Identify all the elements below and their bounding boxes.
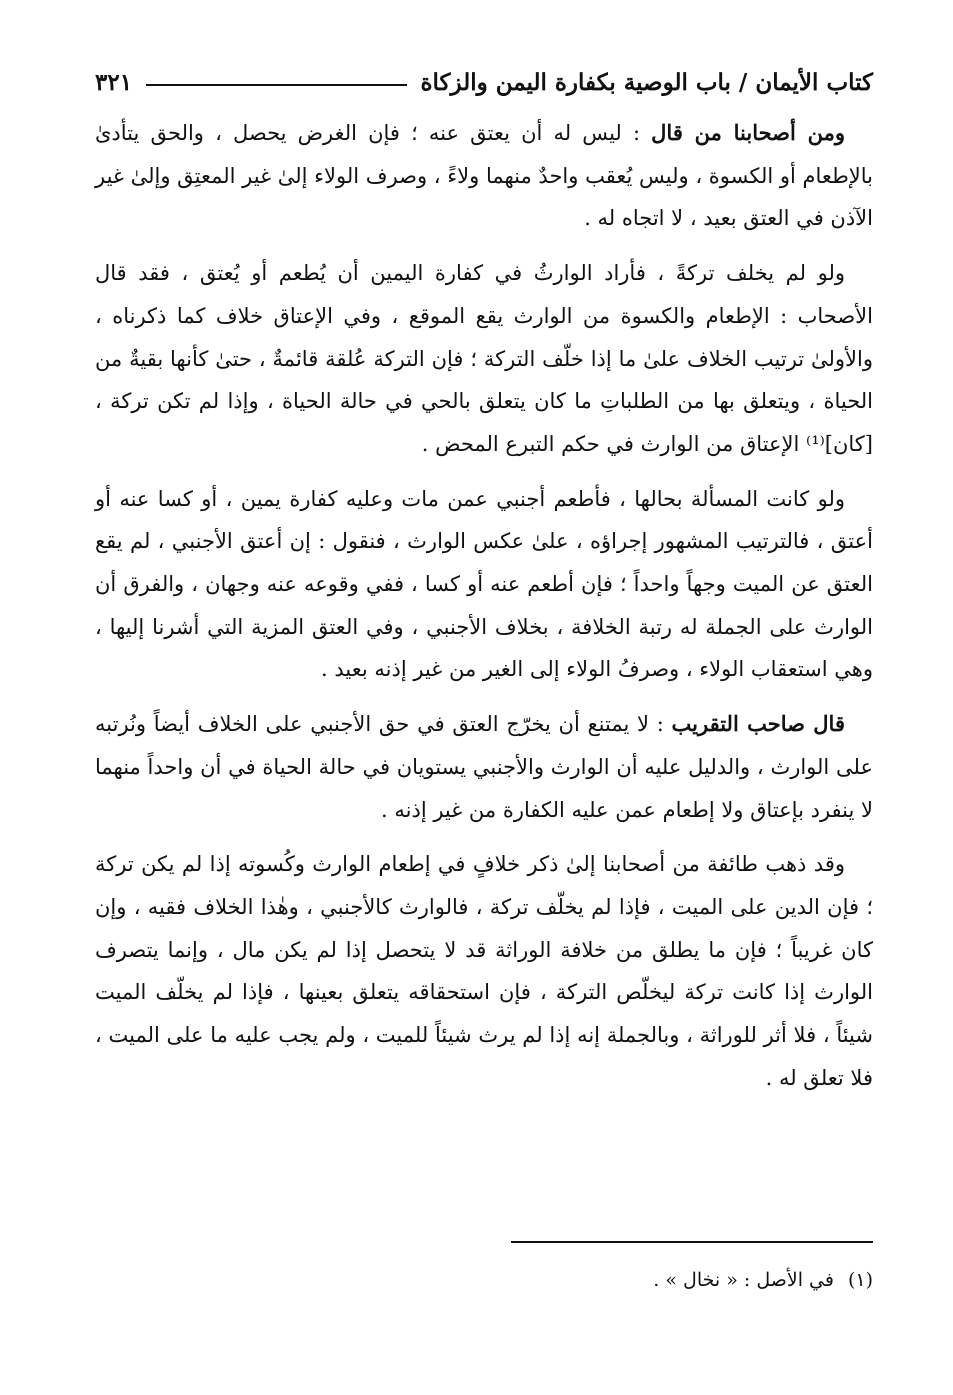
paragraph	[95, 112, 873, 240]
paragraph-text: : لا يمتنع أن يخرّج العتق في حق الأجنبي على الخلاف أيضاً ونُرتبه على الوارث ، والدليل عليه أن الوارث والأجنبي يستويان في حالة الحياة في أن واحداً منهما لا ينفرد بإعتاق ولا إطعام عمن عليه الكفارة من غير إذنه .	[95, 712, 873, 822]
paragraph	[95, 843, 873, 1099]
main-text	[95, 112, 873, 1099]
paragraph	[95, 703, 873, 831]
paragraph	[95, 252, 873, 466]
header-rule	[146, 84, 406, 86]
page-number: ٣٢١	[95, 68, 133, 96]
paragraph-lead: قال صاحب التقريب	[671, 711, 845, 737]
paragraph-text: وقد ذهب طائفة من أصحابنا إلىٰ ذكر خلافٍ في إطعام الوارث وكُسوته إذا لم يكن تركة ؛ فإن الدين على الميت ، فإذا لم يخلّف تركة ، فالوارث كالأجنبي ، وهٰذا الخلاف فقيه ، وإن كان غريباً ؛ فإن ما يطلق من خلافة الوراثة قد لا يتحصل إذا لم يكن مال ، وإنما يتصرف الوارث إذا كانت تركة ليخلّص التركة ، فإن استحقاقه يتعلق بعينها ، فإذا لم يخلّف الميت شيئاً ، فلا أثر للوراثة ، وبالجملة إنه إذا لم يرث شيئاً للميت ، ولم يجب عليه ما على الميت ، فلا تعلق له .	[95, 852, 873, 1090]
footnote-number: (١)	[847, 1269, 873, 1291]
paragraph-text: ولو كانت المسألة بحالها ، فأطعم أجنبي عمن مات وعليه كفارة يمين ، أو كسا عنه أو أعتق ، فالترتيب المشهور إجراؤه ، علىٰ عكس الوارث ، فنقول : إن أعتق الأجنبي ، لم يقع العتق عن الميت وجهاً واحداً ؛ فإن أطعم عنه أو كسا ، ففي وقوعه عنه وجهان ، والفرق أن الوارث على الجملة له رتبة الخلافة ، بخلاف الأجنبي ، وفي العتق المزية التي أشرنا إليها ، وهي استعقاب الولاء ، وصرفُ الولاء إلى الغير من غير إذنه بعيد .	[95, 486, 873, 682]
page-header	[95, 62, 873, 102]
footnote	[653, 1265, 873, 1295]
book-page	[95, 62, 873, 1362]
paragraph-lead: ومن أصحابنا من قال	[651, 120, 845, 145]
running-title: كتاب الأيمان / باب الوصية بكفارة اليمن والزكاة	[420, 68, 873, 96]
paragraph-text: ولو لم يخلف تركةً ، فأراد الوارثُ في كفارة اليمين أن يُطعم أو يُعتق ، فقد قال الأصحاب : الإطعام والكسوة من الوارث يقع الموقع ، وفي الإعتاق خلاف كما ذكرناه ، والأولىٰ ترتيب الخلاف علىٰ ما إذا خلّف التركة ؛ فإن التركة عُلقة قائمةٌ ، حتىٰ كأنها بقيةٌ من الحياة ، ويتعلق بها من الطلباتِ ما كان يتعلق بالحي في حالة الحياة ، وإذا لم تكن تركة ، [كان]⁽¹⁾ الإعتاق من الوارث في حكم التبرع المحض .	[95, 261, 873, 456]
footnote-text: في الأصل : « نخال » .	[653, 1269, 834, 1291]
footnote-rule	[511, 1241, 873, 1243]
paragraph-text: : ليس له أن يعتق عنه ؛ فإن الغرض يحصل ، والحق يتأدىٰ بالإطعام أو الكسوة ، وليس يُعقب واحدٌ منهما ولاءً ، وصرف الولاء إلىٰ غير المعتِق وإلىٰ غير الآذن في العتق بعيد ، لا اتجاه له .	[95, 121, 873, 231]
paragraph	[95, 478, 873, 692]
